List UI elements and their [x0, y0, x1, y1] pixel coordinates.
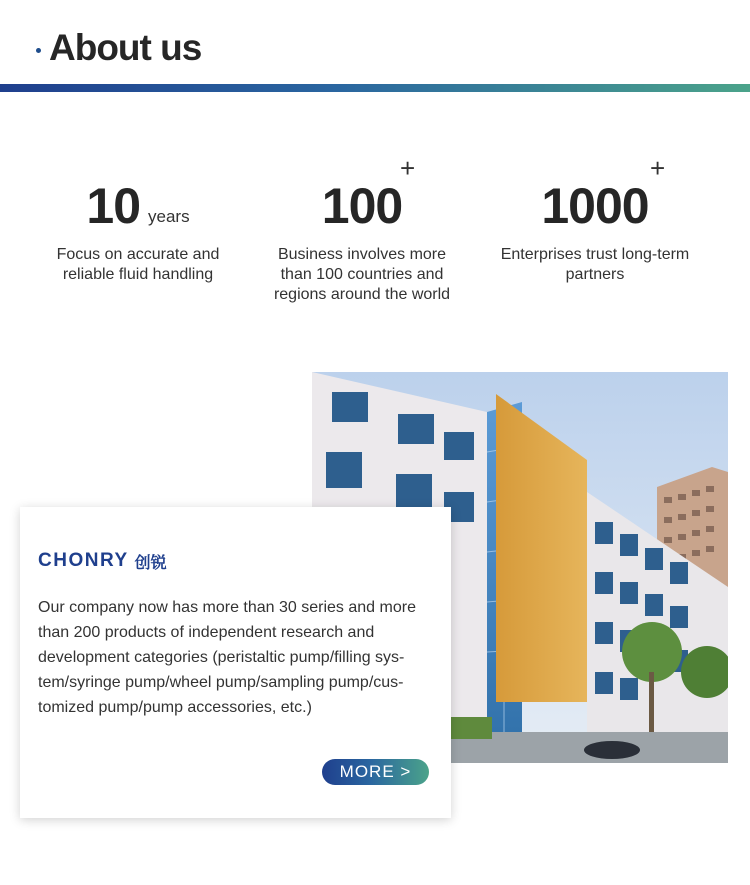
stat-enterprises: [495, 153, 695, 285]
page-title: About us: [49, 27, 202, 68]
stat-number: 1000: [541, 178, 649, 234]
stat-unit: years: [148, 207, 190, 226]
plus-icon: +: [650, 153, 666, 183]
section-header: [0, 0, 750, 92]
stat-countries: [262, 153, 462, 305]
more-button[interactable]: MORE >: [322, 759, 429, 785]
stat-years: [38, 175, 238, 285]
bullet-dot-icon: [36, 48, 41, 53]
logo-text: CHONRY: [38, 550, 129, 571]
company-logo: [38, 549, 167, 573]
about-card: [20, 507, 451, 818]
stat-description: Focus on accurate and reliable fluid handling: [56, 246, 220, 283]
stat-number: 100: [321, 178, 403, 234]
stat-number: 10: [86, 178, 141, 234]
header-gradient-rule: [0, 84, 750, 92]
plus-icon: +: [400, 153, 416, 183]
stat-description: Enterprises trust long-term partners: [500, 246, 690, 283]
about-body-text: Our company now has more than 30 series and more than 200 products of independent research and development categories (peristaltic pump/filling sys-tem/syringe pump/wheel pump/sampling pump/cus-tomized pump/pump accessories, etc.): [38, 599, 416, 716]
logo-chinese-text: 创锐: [134, 554, 167, 572]
stat-description: Business involves more than 100 countries and regions around the world: [273, 246, 451, 303]
